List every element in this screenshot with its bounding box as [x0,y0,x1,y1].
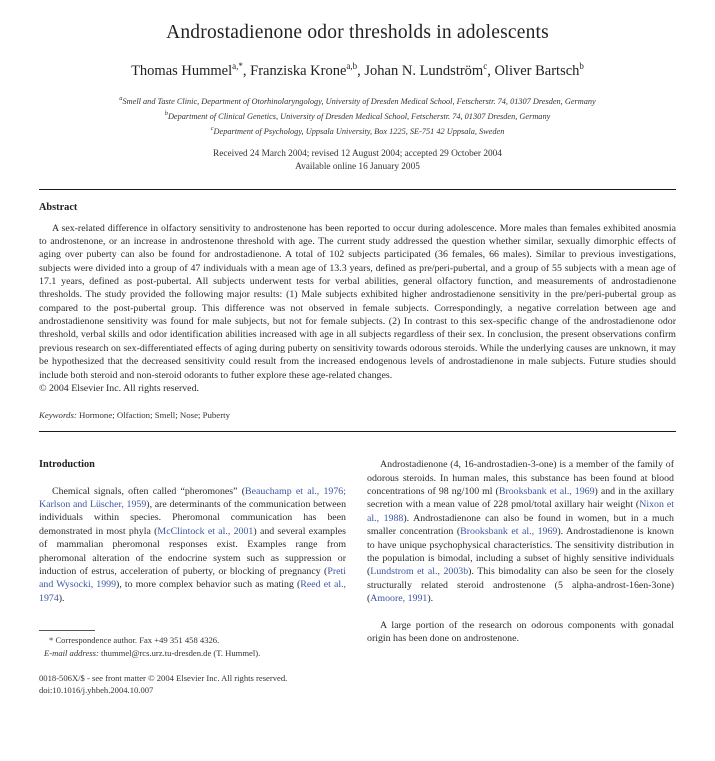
text-run: ) and several examples of mammalian pheromonal responses exist. Examples range from pheromonal alteration of the endocrine system such as suppression or induction of estrus, acceleration of puberty, or blocking of pregnancy ( [39,525,346,578]
italic-label: Keywords: [39,410,77,421]
text-run: ). [58,592,65,604]
text-run: , Johan N. Lundström [357,62,484,79]
issn-line: 0018-506X/$ - see front matter © 2004 Elsevier Inc. All rights reserved. [39,673,288,684]
abstract-heading: Abstract [39,201,78,213]
abstract-divider [39,431,676,432]
text-run: ). This bimodality can also be seen for the closely structurally related steroid androstenone (5 alpha-androst-16en-3one) ( [367,566,675,605]
copyright-line: © 2004 Elsevier Inc. All rights reserved. [39,382,199,394]
text-run: ). Androstadienone is known to have unique psychophysical characteristics. The sensitivity distribution in the population is bimodal, including a subset of highly sensitive individuals ( [367,526,674,578]
superscript-marker: a,b [346,61,358,71]
header-divider [39,189,676,190]
text-run: ). Androstadienone can also be found in women, but in a much smaller concentration ( [367,512,674,538]
superscript-marker: b [579,61,584,71]
text-run: ) and in the axillary secretion with a mean value of 228 pmol/total axillary hair weight ( [367,486,675,511]
italic-label: E-mail address: [44,647,99,658]
correspondence-note: * Correspondence author. Fax +49 351 458 4326. [49,635,220,646]
citation-link[interactable]: McClintock et al., 2001 [157,525,254,537]
citation-link[interactable]: Brooksbank et al., 1969 [498,486,595,498]
text-run: Chemical signals, often called “pheromones” ( [52,485,246,497]
text-run: Department of Clinical Genetics, University of Dresden Medical School, Fetscherstr. 74, 01307 Dresden, Germany [167,111,551,121]
superscript-marker: a,* [232,61,243,71]
right-column [367,458,674,697]
right-paragraph-2: A large portion of the research on odorous components with gonadal origin has been done on androstenone. [367,619,674,645]
text-run: Smell and Taste Clinic, Department of Otorhinolaryngology, University of Dresden Medical School, Fetscherstr. 74, 01307 Dresden, Germany [122,96,596,106]
superscript-marker: c [210,124,214,132]
text-run: ), are determinants of the communication between individuals within species. Pheromonal communication has been demonstrated in most phyla ( [39,499,347,537]
doi-line: doi:10.1016/j.yhbeh.2004.10.007 [39,685,154,696]
text-run: Androstadienone (4, 16-androstadien-3-one) is a member of the family of odorous steroids. In human males, this substance has been found at blood concentrations of 98 ng/100 ml ( [367,459,674,498]
affiliation-b [39,108,676,123]
text-run: Hormone; Olfaction; Smell; Nose; Puberty [76,410,230,421]
introduction-paragraph [39,485,346,606]
text-run: ). [427,593,434,605]
right-paragraph-1 [367,458,674,605]
citation-link[interactable]: Lundstrom et al., 2003b [370,566,469,578]
introduction-heading: Introduction [39,459,95,471]
affiliation-c [39,123,676,138]
page-title: Androstadienone odor thresholds in adolescents [166,22,549,43]
text-run: Department of Psychology, Uppsala University, Box 1225, SE-751 42 Uppsala, Sweden [213,126,505,136]
affiliation-a [39,93,676,108]
authors-line [39,61,676,80]
superscript-marker: a [119,94,123,102]
keywords-line [39,410,676,420]
email-note [39,647,346,659]
citation-link[interactable]: Nixon et al., 1988 [367,499,674,524]
article-history [39,148,676,174]
available-online: Available online 16 January 2005 [295,161,420,172]
text-run: ), to more complex behavior such as mating ( [116,579,301,591]
citation-link[interactable]: Amoore, 1991 [370,593,428,605]
superscript-marker: c [483,61,488,71]
journal-id-block [39,672,346,697]
text-run: Thomas Hummel [131,62,233,79]
two-column-body [39,458,676,697]
citation-link[interactable]: Beauchamp et al., 1976; Karlson and Lüscher, 1959 [39,485,346,511]
footnote-block [39,630,346,659]
text-run: , Oliver Bartsch [487,62,580,79]
citation-link[interactable]: Reed et al., 1974 [39,579,347,604]
superscript-marker: b [164,109,168,117]
citation-link[interactable]: Brooksbank et al., 1969 [460,526,558,538]
affiliations-block [39,93,676,138]
abstract-section [39,202,676,420]
footnote-rule [39,630,95,631]
left-column [39,458,346,697]
abstract-text: A sex-related difference in olfactory sensitivity to androstenone has been reported to occur during adolescence. More males than females exhibited anosmia to androstenone, or an increase in androstenone threshold with age. The current study addressed the question whether similar, sexually dimorphic effects of aging over puberty can also be found for androstadienone. A total of 102 subjects participated (36 females, 66 males). Similar to previous investigations, subjects were divided into a group of 47 individuals with a mean age of 13.3 years, defined as pre/peri-pubertal, and a group of 55 subjects with a mean age of 17.1 years, defined as post-pubertal. All subjects underwent tests for verbal abilities, general olfactory function, and measurements of androstadienone thresholds. The study provided the following major results: (1) Male subjects exhibited higher androstadienone sensitivity in the pre/peri-pubertal group as compared to the post-pubertal group. This difference was not observed in female subjects. Correspondingly, a negative correlation between age and androstadienone sensitivity was found for male subjects, but not for female subjects. (2) In contrast to this sex-specific change of the androstadienone odor threshold, verbal skills and odor identification abilities increased with age in all subjects regardless of their sex. In conclusion, the present observations confirm previous research on sex-differentiated effects of aging during puberty on sensitivity towards odorous steroids. While the underlying causes are unknown, it may be hypothesized that the decreased sensitivity could result from the increased endogenous levels of androstadienone in male subjects. Future studies should include both steroid and non-steroid odorants to futher explore these age-related changes. [39,222,676,381]
text-run: , Franziska Krone [242,62,347,79]
received-dates: Received 24 March 2004; revised 12 August 2004; accepted 29 October 2004 [213,148,502,159]
citation-link[interactable]: Preti and Wysocki, 1999 [39,566,346,591]
text-run: thummel@rcs.urz.tu-dresden.de (T. Hummel). [98,647,261,658]
